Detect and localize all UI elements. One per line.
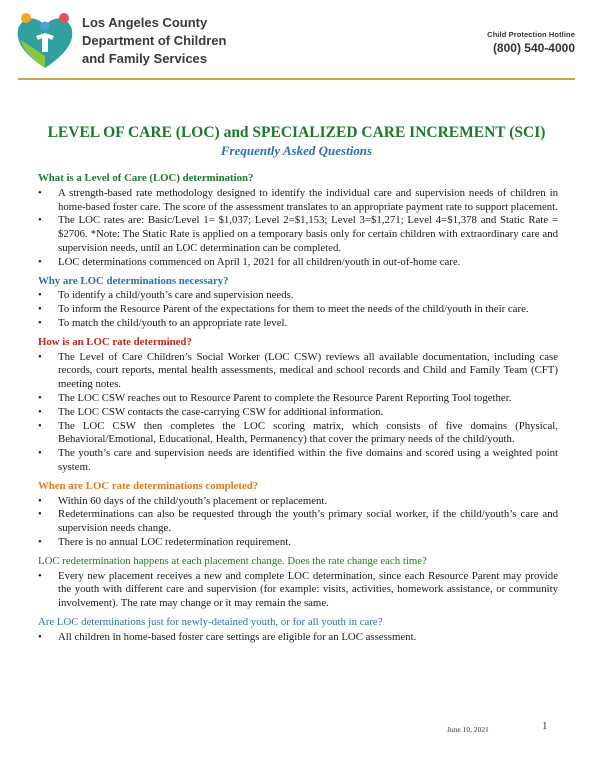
organization-name <box>82 14 226 68</box>
page-title: LEVEL OF CARE (LOC) and SPECIALIZED CARE INCREMENT (SCI) <box>47 124 546 141</box>
bullet-icon: • <box>38 289 42 302</box>
list-item: • The LOC CSW then completes the LOC scoring matrix, which consists of five domains (Physical, Behavioral/Emotional, Educational, Health, Permanency) that cover the primary needs of the child/youth. <box>38 419 558 446</box>
list-item: • To match the child/youth to an appropriate rate level. <box>38 316 288 329</box>
hotline-number: (800) 540-4000 <box>492 41 575 55</box>
list-item: • The Level of Care Children’s Social Worker (LOC CSW) reviews all available documentation, including case records, court reports, mental health assessments, medical and school records and Child and Family Team (CFT) meeting notes. <box>38 350 558 391</box>
list-item: • The LOC rates are: Basic/Level 1= $1,037; Level 2=$1,153; Level 3=$1,271; Level 4=$1,378 and Static Rate = $2706. *Note: The Static Rate is applied on a temporary basis only for certain children with extraordinary care and supervision needs, until an LOC determination can be completed. <box>38 214 558 254</box>
bullet-icon: • <box>38 535 42 548</box>
faq-question: Are LOC determinations just for newly-detained youth, or for all youth in care? <box>38 615 383 628</box>
letterhead <box>0 0 593 80</box>
faq-answer-list <box>38 570 558 611</box>
bullet-icon: • <box>38 214 42 227</box>
bullet-icon: • <box>38 303 42 316</box>
faq-answer-list <box>38 495 558 550</box>
faq-question: When are LOC rate determinations completed? <box>38 479 259 492</box>
list-item: • Redeterminations can also be requested through the youth’s primary social worker, if the child/youth’s care and supervision needs change. <box>38 508 558 535</box>
page-subtitle: Frequently Asked Questions <box>220 143 373 158</box>
org-line-3: and Family Services <box>82 51 208 66</box>
faq-answer-list <box>38 351 558 475</box>
bullet-icon: • <box>38 350 42 363</box>
list-item: • The youth’s care and supervision needs are identified within the five domains and scored using a weighted point system. <box>38 447 558 473</box>
bullet-icon: • <box>38 316 42 329</box>
bullet-icon: • <box>38 255 42 268</box>
list-item: • LOC determinations commenced on April 1, 2021 for all children/youth in out-of-home care. <box>38 255 461 268</box>
bullet-icon: • <box>38 419 42 432</box>
list-item: • The LOC CSW reaches out to Resource Parent to complete the Resource Parent Reporting Tool together. <box>38 391 512 404</box>
org-line-1: Los Angeles County <box>82 15 208 30</box>
faq-question: Why are LOC determinations necessary? <box>38 274 229 287</box>
bullet-icon: • <box>38 391 42 404</box>
bullet-icon: • <box>38 405 42 418</box>
faq-answer-list <box>38 631 558 645</box>
bullet-icon: • <box>38 447 42 460</box>
org-line-2: Department of Children <box>82 33 227 48</box>
faq-answer-list <box>38 187 558 270</box>
hotline <box>487 30 575 55</box>
faq-question: LOC redetermination happens at each placement change. Does the rate change each time? <box>38 554 427 567</box>
hotline-label: Child Protection Hotline <box>487 30 575 39</box>
faq-body <box>38 172 558 645</box>
list-item: • To inform the Resource Parent of the expectations for them to meet the needs of the child/youth in their care. <box>38 303 529 316</box>
bullet-icon: • <box>38 569 42 582</box>
bullet-icon: • <box>38 494 42 507</box>
page-number: 1 <box>542 720 548 732</box>
list-item: • Within 60 days of the child/youth’s placement or replacement. <box>38 494 328 507</box>
list-item: • Every new placement receives a new and complete LOC determination, since each Resource Parent may provide the youth with different care and supervision (for example: visits, activities, homework assistance, or community involvement). The rate may change or it may remain the same. <box>38 569 558 610</box>
list-item: • The LOC CSW contacts the case-carrying CSW for additional information. <box>38 405 384 418</box>
bullet-icon: • <box>38 630 42 643</box>
faq-answer-list <box>38 289 558 330</box>
dcfs-logo-icon <box>14 10 76 70</box>
header-divider <box>18 78 575 80</box>
list-item: • A strength-based rate methodology designed to identify the individual care and supervision needs of children in home-based foster care. The score of the assessment translates to an appropriate payment rate to support placement. <box>38 186 558 213</box>
list-item: • All children in home-based foster care settings are eligible for an LOC assessment. <box>38 630 417 643</box>
footer-date: June 10, 2021 <box>447 725 489 734</box>
bullet-icon: • <box>38 508 42 521</box>
list-item: • To identify a child/youth’s care and supervision needs. <box>38 289 294 302</box>
list-item: • There is no annual LOC redetermination requirement. <box>38 535 291 548</box>
faq-question: How is an LOC rate determined? <box>38 335 192 348</box>
faq-question: What is a Level of Care (LOC) determination? <box>38 172 254 184</box>
bullet-icon: • <box>38 186 42 199</box>
